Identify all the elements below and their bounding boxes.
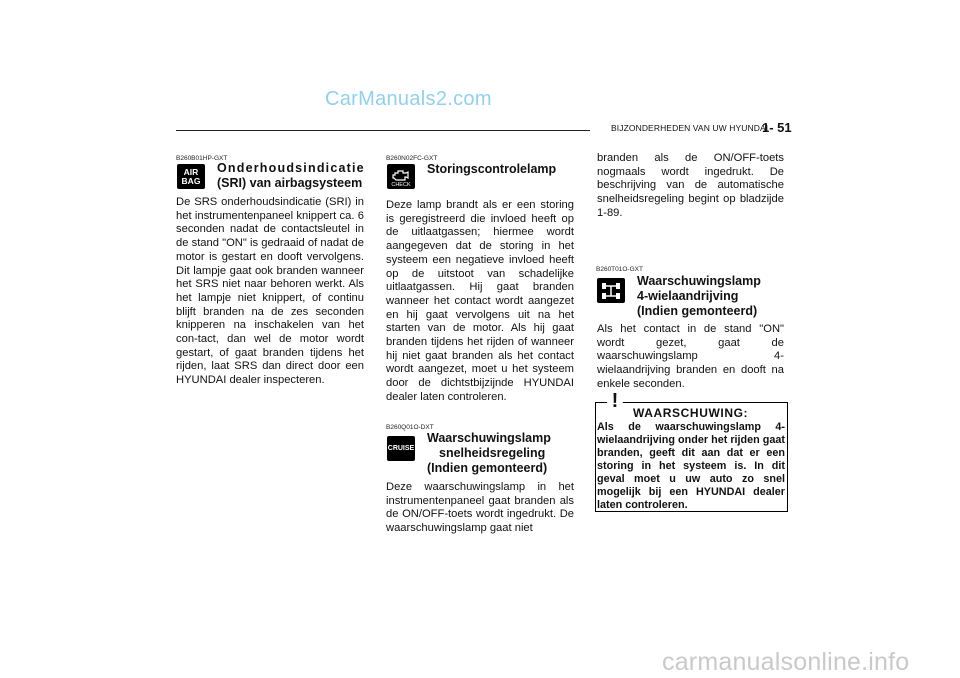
section-code-check: B260N02FC-GXT	[386, 155, 438, 162]
airbag-icon	[177, 164, 205, 189]
check-engine-icon	[387, 164, 415, 189]
cruise-icon	[387, 436, 415, 461]
engine-icon	[391, 170, 411, 181]
body-4wd: Als het contact in de stand "ON" wordt gezet, gaat de waarschuwingslamp 4-wielaandrijving branden en dooft na enkele seconden.	[597, 323, 784, 390]
warning-body: Als de waarschuwingslamp 4-wielaandrijving onder het rijden gaat branden, geeft dit aan dat er een storing in het systeem is. In dit geval moet u uw auto zo snel mogelijk bij een HYUNDAI dealer laten controleren.	[597, 421, 785, 511]
title-cruise-line1: Waarschuwingslamp	[427, 431, 551, 445]
section-code-4wd: B260T01O-GXT	[596, 266, 643, 273]
body-continuation: branden als de ON/OFF-toets nogmaals wordt ingedrukt. De beschrijving van de automatische snelheidsregeling begint op bladzijde 1-89.	[597, 152, 784, 219]
body-check: Deze lamp brandt als er een storing is geregistreerd die invloed heeft op de uitlaatgassen; hiermee wordt aangegeven dat de storing in het systeem een negatieve invloed heeft op de uitstoot van schadelijke uitlaatgassen. Hij gaat branden wanneer het contact wordt aangezet en hij gaat vervolgens uit na het starten van de motor. Als hij gaat branden tijdens het rijden of wanneer hij niet gaat branden als het contact wordt aangezet, moet u het systeem door de dichtstbijzijnde HYUNDAI dealer laten controleren.	[386, 199, 574, 403]
section-code-airbag: B260B01HP-GXT	[176, 155, 228, 162]
4wd-icon	[597, 278, 625, 303]
check-icon-label: CHECK	[391, 182, 411, 188]
warning-title: WAARSCHUWING:	[633, 406, 749, 420]
warning-exclamation: !	[611, 390, 619, 412]
watermark-top[interactable]: CarManuals2.com	[325, 88, 492, 110]
airbag-icon-line2: BAG	[181, 175, 201, 186]
body-cruise: Deze waarschuwingslamp in het instrumentenpaneel gaat branden als de ON/OFF-toets wordt ingedrukt. De waarschuwingslamp gaat niet	[386, 481, 574, 535]
title-cruise-line3: (Indien gemonteerd)	[427, 461, 548, 475]
drivetrain-icon	[600, 282, 622, 300]
section-code-cruise: B260Q01O-DXT	[386, 424, 434, 431]
title-airbag-line1: Onderhoudsindicatie	[217, 161, 365, 175]
header-rule	[176, 130, 590, 131]
cruise-icon-label: CRUISE	[387, 445, 415, 452]
title-4wd-line3: (Indien gemonteerd)	[637, 304, 758, 318]
watermark-bottom[interactable]: carmanualsonline.info	[662, 648, 910, 676]
airbag-icon-line1: AIR	[183, 166, 199, 177]
body-airbag: De SRS onderhoudsindicatie (SRI) in het instrumentenpaneel knippert ca. 6 seconden nadat de contactsleutel in de stand "ON" is gedraaid of nadat de motor is gestart en dooft vervolgens. Dit lampje gaat ook branden wanneer het SRS niet naar behoren werkt. Als het lampje niet knippert, of continu blijft branden na de zes seconden knipperen na inschakelen van het con-tact, dan wel de motor wordt gestart, of gaat branden tijdens het rijden, laat SRS dan direct door een HYUNDAI dealer inspecteren.	[176, 196, 364, 387]
page-number: 1- 51	[762, 120, 792, 135]
title-4wd-line1: Waarschuwingslamp	[637, 274, 761, 288]
header-section: BIJZONDERHEDEN VAN UW HYUNDAI	[611, 123, 769, 133]
title-cruise-line2: snelheidsregeling	[439, 446, 546, 460]
title-airbag-line2: (SRI) van airbagsysteem	[217, 176, 363, 190]
title-4wd-line2: 4-wielaandrijving	[637, 289, 739, 303]
title-check: Storingscontrolelamp	[427, 162, 557, 176]
